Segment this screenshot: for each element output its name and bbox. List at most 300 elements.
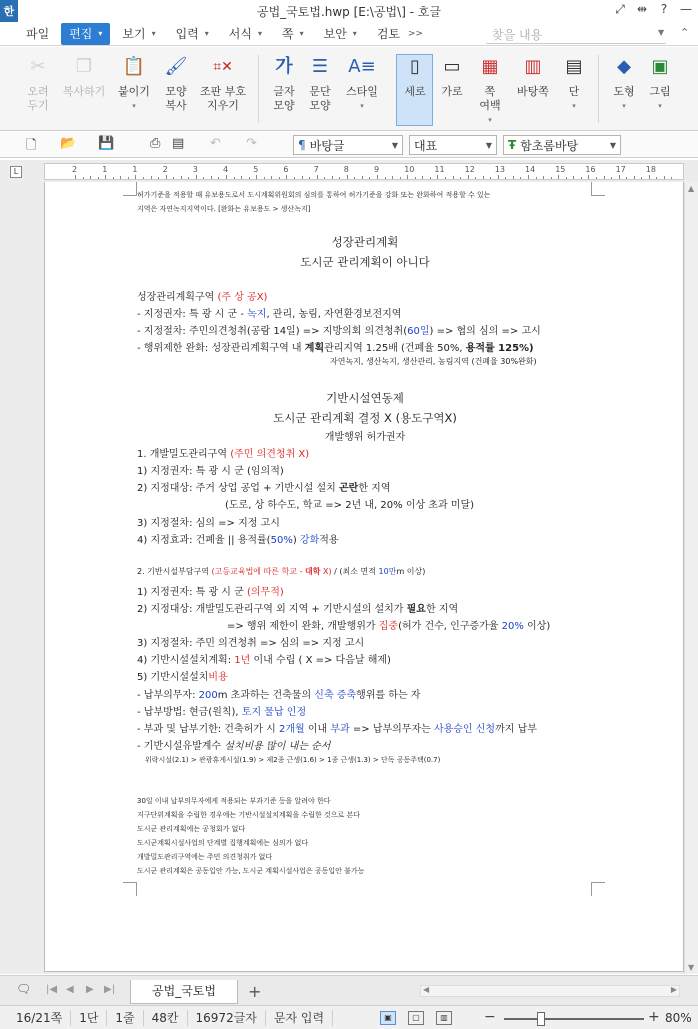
ruler-tick [377,175,378,179]
ruler-tick [302,176,303,179]
font-combo-value: 함초롬바탕 [520,138,579,153]
picture-button[interactable] [644,53,676,113]
menu-overflow-icon[interactable]: >> [408,28,424,39]
help-icon[interactable]: ? [660,2,668,16]
menu-item-6[interactable] [316,23,365,45]
text-run: (허가 건수, 인구증가율 [398,621,502,632]
document-line [137,566,425,577]
ruler-tick [551,177,552,179]
document-line [137,445,309,460]
text-run: 녹지 [247,309,267,320]
ruler-label: 13 [494,165,505,174]
status-line: 1줄 [107,1010,143,1026]
style-label: 스타일 [346,85,378,98]
ribbon-separator [258,55,259,123]
status-page[interactable]: 16/21쪽 [0,1010,71,1026]
document-line [137,703,306,718]
ribbon-collapse-icon[interactable]: ⌃ [680,26,690,39]
ruler-tick [536,177,537,179]
text-run: 2개월 [278,724,305,735]
scissors-icon: ✂ [30,56,46,77]
text-run: 도시군 관리계획은 공동입안 가능, 도시군 계획시설사업은 공동입안 불가능 [137,867,365,875]
text-run: 이상) [523,621,551,632]
char-shape-icon: 가 [275,56,293,77]
ruler-tick [113,177,114,179]
scroll-down-icon[interactable]: ▼ [688,963,695,972]
page-margin-label: 쪽 여백 [479,85,501,112]
open-folder-icon[interactable]: 📂 [60,136,77,151]
document-line [137,866,364,876]
copy-icon: ❐ [75,56,93,77]
ruler-tick [90,176,91,179]
facing-pages-label: 바탕쪽 [517,85,549,98]
text-run: 용적률 125%) [465,343,534,354]
ruler-label: 3 [192,165,198,174]
portrait-button[interactable] [397,53,433,99]
prev-tab-icon[interactable]: ◀ [66,984,74,995]
tab-stop-icon[interactable]: L [10,166,22,178]
fullscreen-icon[interactable]: ⤢ [615,2,625,16]
ruler-tick [520,177,521,179]
text-run: 강화 [299,535,320,546]
ruler-tick [294,177,295,179]
style-combo-value: 바탕글 [309,138,345,153]
text-run: 3) 지정절차: 주민 의견청취 => 심의 => 지정 고시 [137,638,365,649]
title-bar [0,0,698,22]
style-combo[interactable] [293,135,403,155]
chevron-down-icon[interactable]: ▾ [132,102,136,110]
outline-combo-value: 대표 [414,138,438,153]
zoom-in-button[interactable]: + [648,1009,660,1025]
chevron-down-icon: ▾ [299,29,304,38]
text-run: 지역은 자연녹지지역이다. [137,205,219,213]
chevron-down-icon: ▾ [204,29,209,38]
ruler-tick [264,177,265,179]
text-run: X) [320,567,332,576]
text-run: 3) 지정절차: 심의 => 지정 고시 [137,518,280,529]
text-run: 비용 [208,672,228,683]
text-run: 2. 기반시설부담구역 [137,567,212,576]
copy-button[interactable] [60,53,108,99]
chevron-down-icon: ▾ [151,29,156,38]
ruler-tick [181,176,182,179]
ruler-tick [75,175,76,179]
columns-button[interactable] [560,53,588,113]
document-line [137,737,330,752]
text-run: ) [292,535,300,546]
ruler-tick [596,177,597,179]
scroll-left-icon[interactable]: ◀ [423,985,430,994]
ruler-label: 15 [555,165,566,174]
text-run: 도시군계획시설사업의 단계별 집행계획에는 심의가 없다 [137,839,309,847]
document-line [45,234,685,250]
minimize-icon[interactable]: — [680,2,692,16]
menu-item-0[interactable] [18,23,57,45]
text-run: 설치비용 많이 내는 순서 [224,741,331,752]
ruler-tick [400,177,401,179]
format-copy-label: 모양 복사 [165,85,187,112]
ruler-tick [128,177,129,179]
ruler-label: 6 [283,165,289,174]
chevron-down-icon[interactable]: ▾ [360,102,364,110]
text-run: 30일 이내 납부의무자에게 적용되는 부과기준 등을 알려야 한다 [137,797,331,805]
ruler-tick [407,175,408,179]
ruler-label: 8 [343,165,349,174]
document-line [137,479,391,494]
next-tab-icon[interactable]: ▶ [86,984,94,995]
clear-format-button[interactable] [198,53,248,113]
columns-icon: ▤ [565,56,583,77]
document-line [137,531,339,546]
copy-label: 복사하기 [62,85,106,98]
horizontal-scrollbar[interactable] [420,985,680,997]
split-view-icon[interactable]: ⇹ [636,2,648,16]
text-run: 집중 [378,621,399,632]
document-page[interactable] [44,182,684,972]
status-bar [0,1005,698,1029]
new-document-icon[interactable]: 🗋 [26,138,37,153]
ruler-tick [445,177,446,179]
ruler-tick [166,175,167,179]
para-shape-label: 문단 모양 [309,85,331,112]
shape-label: 도형 [613,85,635,98]
text-run: 필요 [406,604,426,615]
document-line [137,810,360,820]
text-run: 이내 수립 ( X => 다음날 해제) [250,655,391,666]
cut-button[interactable] [20,53,56,113]
text-run: 지구단위계획을 수립한 경우에는 기반시설설치계획을 수립한 것으로 본다 [137,811,360,819]
text-run: 20% [501,621,524,632]
menu-item-4[interactable] [221,23,270,45]
text-run: [완화는 유보용도 > 생산녹지] [218,205,311,213]
window-title: 공법_국토법.hwp [E:\공법\] - 호글 [256,5,442,19]
document-line [137,583,284,598]
ruler-tick [664,176,665,179]
chevron-down-icon: ▾ [257,29,262,38]
ruler-tick [241,176,242,179]
document-line [137,600,458,615]
zoom-level[interactable]: 80% [665,1011,692,1025]
preview-icon[interactable]: ▤ [172,136,185,151]
document-line [45,390,685,406]
menu-item-label: 보안 [323,27,347,41]
text-run: 고등교육법에 따른 학교 - [214,567,306,576]
clear-format-icon: ⌗✕ [213,59,233,75]
ruler-tick [188,177,189,179]
status-input-mode[interactable]: 문자 입력 [266,1010,333,1026]
text-run: 도시군 관리계획이 아니다 [300,255,430,269]
ruler-tick [324,177,325,179]
chevron-down-icon[interactable]: ▾ [488,116,492,124]
ruler-tick [604,176,605,179]
ruler-label: 7 [313,165,319,174]
ruler-label: 4 [223,165,229,174]
redo-icon[interactable]: ↷ [246,136,257,151]
style-button[interactable] [342,53,382,113]
text-run: 2) 지정대상: 개발밀도관리구역 외 지역 + 기반시설의 설치가 [137,604,407,615]
comment-icon[interactable]: 🗨 [16,982,32,996]
text-run: 적용 [319,535,339,546]
document-area [0,182,698,974]
text-run: 까지 납부 [495,724,537,735]
ruler-tick [218,177,219,179]
last-tab-icon[interactable]: ▶| [104,984,116,995]
ruler-label: 16 [585,165,596,174]
normal-view-icon[interactable]: ▣ [380,1011,396,1025]
ruler-tick [475,177,476,179]
ruler-tick [98,177,99,179]
text-run: 관리지역 1.25배 (건폐율 50%, [324,343,466,354]
ruler-tick [339,177,340,179]
horizontal-ruler[interactable] [44,163,684,180]
text-run: 위락시설(2.1) > 관광휴게시설(1.9) > 제2종 근생(1.6) > 1종 근생(1.3) > 단독 공동주택(0.7) [145,756,441,764]
print-icon[interactable]: ⎙ [150,136,161,151]
format-copy-button[interactable] [158,53,194,113]
shape-button[interactable] [608,53,640,113]
ribbon [0,47,698,131]
ruler-tick [468,175,469,179]
document-line [137,852,272,862]
crop-mark [123,182,137,196]
document-line [137,462,284,477]
ruler-label: 18 [645,165,656,174]
text-run: m 이상) [396,567,426,576]
ruler-tick [151,176,152,179]
text-run: => 행위 제한이 완화, 개발행위가 [227,621,379,632]
ruler-tick [279,177,280,179]
landscape-page-icon: ▭ [443,56,461,77]
document-tab[interactable]: 공법_국토법 [130,980,238,1004]
quick-toolbar [0,132,698,158]
facing-pages-icon: ▥ [524,56,542,77]
ruler-tick [143,177,144,179]
menu-item-7[interactable] [369,23,408,45]
full-page-view-icon[interactable]: ▢ [408,1011,424,1025]
text-run: ) => 협의 심의 => 고시 [429,326,541,337]
char-shape-button[interactable] [268,53,300,113]
menu-item-label: 보기 [122,27,146,41]
ruler-tick [573,176,574,179]
text-run: 200 [198,690,218,701]
text-run: - 지정권자: 특 광 시 군 - [137,309,248,320]
text-run: 한 지역 [425,604,459,615]
para-shape-icon: ☰ [311,56,329,77]
chevron-down-icon: ▼ [391,140,398,150]
chevron-down-icon: ▼ [609,140,616,150]
text-run: (주 상 공X) [217,292,268,303]
ruler-tick [656,177,657,179]
ruler-tick [430,177,431,179]
document-line [45,410,685,426]
app-logo-icon[interactable]: 한 [0,0,18,22]
text-run: 성장관리계획구역 [137,292,218,303]
clipboard-icon: 📋 [122,56,146,77]
ruler-label: 1 [102,165,108,174]
ruler-label: 2 [162,165,168,174]
text-run: 신축 증축 [314,690,357,701]
text-run: m 초과하는 건축물의 [217,690,315,701]
ruler-tick [619,175,620,179]
menu-item-5[interactable] [274,23,312,45]
status-char-count: 16972글자 [188,1010,266,1026]
ruler-tick [528,175,529,179]
ruler-tick [581,177,582,179]
ruler-area [0,160,698,182]
text-run: - 지정절차: 주민의견청취(공람 14일) => 지방의회 의견청취( [137,326,408,337]
landscape-button[interactable] [436,53,468,99]
text-run: (의무적) [247,587,284,598]
text-run: 사용승인 신청 [433,724,496,735]
text-run: 도시군 관리계획에는 공청회가 없다 [137,825,246,833]
chevron-down-icon[interactable]: ▾ [572,102,576,110]
text-run: 부과 [330,724,350,735]
add-tab-button[interactable]: + [248,982,262,1001]
document-line [137,824,245,834]
font-combo[interactable] [503,135,621,155]
ruler-tick [460,177,461,179]
ruler-tick [286,175,287,179]
ruler-tick [566,177,567,179]
document-line [137,668,228,683]
zoom-slider-track[interactable] [504,1018,644,1020]
menu-bar [0,22,698,46]
para-shape-button[interactable] [304,53,336,113]
ruler-tick [347,175,348,179]
menu-item-label: 쪽 [282,27,294,41]
ruler-label: 1 [132,165,138,174]
ruler-label: 12 [464,165,475,174]
ruler-tick [256,175,257,179]
first-tab-icon[interactable]: |◀ [46,984,58,995]
chevron-down-icon[interactable]: ▾ [622,102,626,110]
undo-icon[interactable]: ↶ [210,136,221,151]
find-input[interactable]: 찾을 내용 [486,24,666,44]
text-run: 4) 지정효과: 건폐율 || 용적률( [137,535,271,546]
text-run: => 납부의무자는 [349,724,434,735]
ruler-tick [415,177,416,179]
menu-item-1[interactable] [61,23,110,45]
document-line [137,190,491,200]
ruler-tick [641,177,642,179]
text-run: ( [211,567,215,576]
ruler-tick [317,175,318,179]
chevron-down-icon: ▾ [352,29,357,38]
style-icon: A≡ [348,56,376,77]
ruler-tick [513,176,514,179]
status-col-position: 48칸 [144,1010,188,1026]
document-line [45,428,685,443]
portrait-page-icon: ▯ [410,56,420,77]
document-line [137,514,280,529]
document-line [227,617,550,632]
scroll-up-icon[interactable]: ▲ [688,184,695,193]
text-run: 4) 기반시설설치계획: [137,655,235,666]
text-run: 60일 [407,326,430,337]
clear-format-label: 조판 부호 지우기 [199,85,246,112]
ribbon-separator [598,55,599,123]
ruler-tick [226,175,227,179]
ruler-tick [196,175,197,179]
ruler-tick [135,175,136,179]
ruler-tick [437,175,438,179]
facing-pages-button[interactable] [512,53,554,99]
text-run: 1년 [234,655,251,666]
document-line [330,356,537,367]
save-icon[interactable]: 💾 [98,136,115,151]
ruler-tick [626,177,627,179]
text-run: 곤란 [339,483,359,494]
zoom-slider-thumb[interactable] [537,1012,545,1026]
picture-label: 그림 [649,85,671,98]
outline-combo[interactable] [409,135,497,155]
ruler-tick [105,175,106,179]
landscape-label: 가로 [441,85,463,98]
ruler-tick [611,177,612,179]
ruler-label: 11 [434,165,445,174]
ruler-label: 9 [374,165,380,174]
paste-button[interactable] [114,53,154,113]
window-controls [614,2,692,17]
page-margin-button[interactable] [474,53,506,127]
text-run: 토지 물납 인정 [241,707,307,718]
document-line [137,305,401,320]
text-run: - 부과 및 납부기한: 건축허가 시 [137,724,279,735]
text-run: 10만 [378,567,397,576]
document-line [225,496,474,511]
dual-page-view-icon[interactable]: ▥ [436,1011,452,1025]
ruler-tick [332,176,333,179]
ruler-tick [362,176,363,179]
document-line [137,288,267,303]
char-shape-label: 글자 모양 [273,85,295,112]
ruler-tick [271,176,272,179]
document-line [137,339,534,354]
text-run: 한 지역 [358,483,391,494]
ruler-tick [498,175,499,179]
crop-mark [123,882,137,896]
ruler-label: 14 [525,165,536,174]
chevron-down-icon[interactable]: ▾ [658,102,662,110]
document-line [137,686,420,701]
zoom-out-button[interactable]: − [484,1009,496,1025]
menu-item-2[interactable] [114,23,163,45]
text-run: 1. 개발밀도관리구역 [137,449,231,460]
ruler-tick [649,175,650,179]
scroll-right-icon[interactable]: ▶ [670,985,677,994]
ruler-tick [558,175,559,179]
ruler-tick [234,177,235,179]
menu-item-label: 서식 [228,27,252,41]
text-run: (도로, 상 하수도, 학교 => 2년 내, 20% 이상 초과 미달) [225,500,475,511]
text-run: 기반시설연동제 [326,391,404,405]
ruler-tick [203,177,204,179]
text-run: 자연녹지, 생산녹지, 생산관리, 농림지역 (건폐율 30%완화) [330,357,537,366]
menu-item-label: 검토 [376,27,400,41]
document-line [137,322,541,337]
document-line [137,796,331,806]
text-run: 개발행위 허가권자 [324,432,406,443]
ruler-tick [120,176,121,179]
ruler-label: 17 [615,165,626,174]
find-dropdown-icon[interactable]: ▼ [658,28,665,37]
ruler-tick [634,176,635,179]
ruler-tick [671,177,672,179]
document-line [137,204,310,214]
vertical-scrollbar[interactable] [684,182,698,974]
document-line [45,254,685,270]
menu-item-3[interactable] [168,23,217,45]
ruler-tick [422,176,423,179]
